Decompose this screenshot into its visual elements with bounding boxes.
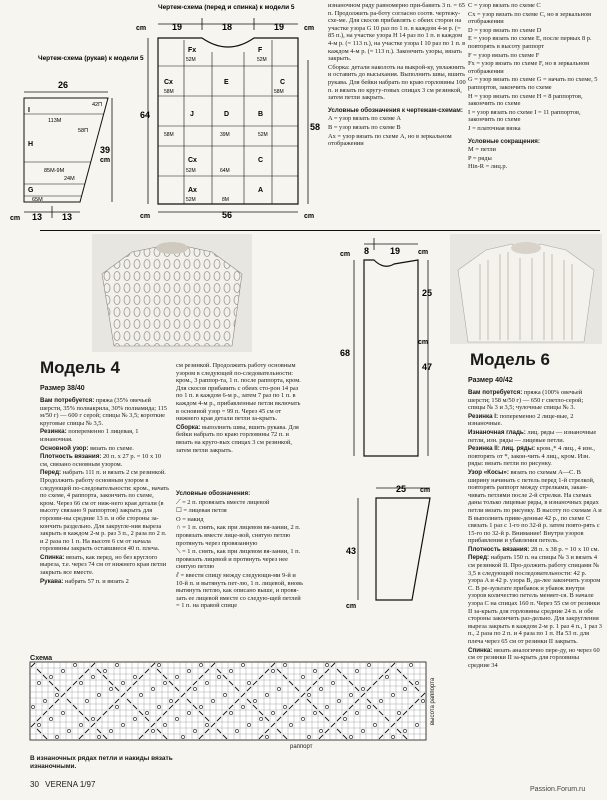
instruction-paragraph <box>40 428 170 443</box>
dimension-label: 64 <box>140 110 151 120</box>
paragraph-body: набрать 111 п. и вязать 2 см резинкой. Продолжить работу основным узором в следующей по-следовательности: кром., начать по схеме, 4 раппорта, закончить по схеме, кром. Через 66 см от ниж-него края детали (в высоту связано 9 раппортов) закрыть для горлови-ны средние 13 п. и обе стороны за-кончить раздельно. Для закругле-ния выреза закрыть в каждом 2-м р. раз 3 п., 2 раза по 2 п. и 2 раза по 1 п. На высоте 6 см от начала горловины закрыть оставшиеся 40 п. плеча. <box>40 469 170 553</box>
dimension-label: 47 <box>422 362 433 372</box>
dimension-label: 56 <box>222 210 233 220</box>
schema-zone-label: 39M <box>220 132 230 138</box>
legend-item: O = накид <box>176 515 204 523</box>
schema-zone-label: 64M <box>220 168 230 174</box>
paragraph-heading: Вам потребуется: <box>40 397 95 404</box>
dimension-label: cm <box>304 213 315 220</box>
paragraph-heading: Перед: <box>40 469 62 477</box>
model4-size: Размер 38/40 <box>40 385 85 392</box>
legend-item: B = узор вязать по схеме B <box>328 123 401 131</box>
schema-zone-label: B <box>258 111 264 118</box>
paragraph-heading: Основной узор: <box>40 444 89 452</box>
paragraph-body: пряжа (100% овечьей шерсти; 158 м/50 г) — 650 г светло-серой; спицы № 3 и 3,5; чулочные спицы № 3. <box>468 389 584 412</box>
paragraph-body: попеременно 2 лице-вые, 2 изнаночные. <box>468 412 574 428</box>
legend-item: Ax = узор вязать по схеме A, но в зеркальном отображении <box>328 132 452 148</box>
dimension-label: 18 <box>222 22 233 32</box>
instruction-paragraph <box>40 397 170 427</box>
schema-zone-label: 58M <box>164 89 174 95</box>
paragraph-heading: Узор «Косы»: <box>468 468 509 476</box>
top-col1-para: изнаночном ряду равномерно при-бавить 3 п. = 65 п. Продолжить ра-боту согласно соотв. чертежу-схе-ме. Для скосов прибавлять с обеих сторон на участке узора G 10 раз по 1 п. в каждом 4-м р. (= 85 п.), на участке узора H 14 раз по 1 п. в каждом 4-м р. (= 113 п.), на участке узора I 10 раз по 1 п. в каждом 4-м р. (= 113 п.). Закончить узоры, вязать закрыть. <box>328 2 466 63</box>
legend-item: F = узор вязать по схеме F <box>468 51 540 59</box>
paragraph-heading: Резинка I: <box>468 412 499 420</box>
model6-sweater-photo <box>450 234 602 344</box>
schema-zone-label: Fx <box>188 47 197 54</box>
dimension-label: cm <box>100 157 111 164</box>
paragraph-heading: Спинка: <box>40 553 65 561</box>
dimension-label: 13 <box>62 212 73 222</box>
paragraph-body: пряжа (35% овечьей шерсти, 35% полиакрила, 30% полиамида; 115 м/50 г) — 600 г серой; спицы № 3,5; короткие круговые спицы № 3,5. <box>40 397 167 427</box>
legend-item: J = платочная вязка <box>468 124 521 132</box>
schema-zone-label: 8M <box>222 197 229 203</box>
schema-zone-label: Cx <box>188 157 197 164</box>
schema-zone-label: F <box>258 47 263 54</box>
stitch-chart <box>30 662 428 744</box>
dimension-label: 68 <box>340 348 351 358</box>
legend-item: E = узор вязать по схеме E, после первых 8 р. повторять в высоту раппорт <box>468 35 592 50</box>
schema-zone-label: 52M <box>186 197 196 203</box>
chart-note: В изнаночных рядах петли и накиды вязать изнаночными. <box>30 755 173 770</box>
body-schema-title: Чертеж-схема (перед и спинка) к модели 5 <box>158 4 295 11</box>
schema-zone-label: H <box>28 141 34 148</box>
dimension-label: 25 <box>422 288 433 298</box>
legend-item: C = узор вязать по схеме C <box>468 2 541 9</box>
dimension-label: 39 <box>100 145 111 155</box>
dimension-label: 13 <box>32 212 43 222</box>
model6-size: Размер 40/42 <box>468 377 513 384</box>
dimension-label: 19 <box>390 246 401 256</box>
model4-sleeve-schema <box>322 478 440 612</box>
paragraph-body: вязать аналогично пере-ду, но через 60 см от резинки II за-крыть для горловины средние 34 <box>468 646 600 669</box>
chart-rapport-label: раппорт <box>290 744 313 750</box>
instruction-paragraph <box>468 647 602 670</box>
schema-zone-label: 52M <box>186 168 196 174</box>
schema-zone-label: 58M <box>274 89 284 95</box>
legend-item: G = узор вязать по схеме G = начать по схеме, 5 раппортов, закончить по схеме <box>468 76 598 91</box>
dimension-label: cm <box>418 249 429 256</box>
dimension-label: 25 <box>396 484 407 494</box>
schema-zone-label: D <box>224 111 230 118</box>
instruction-paragraph <box>468 389 602 412</box>
model4-legend <box>176 490 304 642</box>
paragraph-heading: Перед: <box>468 554 490 562</box>
schema-zone-label: Cx <box>164 79 173 86</box>
chart-title: Схема <box>30 653 53 662</box>
dimension-label: 26 <box>58 80 69 90</box>
instruction-paragraph <box>40 453 170 468</box>
page-number: 30 <box>30 780 39 789</box>
dimension-label: cm <box>418 339 429 346</box>
instruction-paragraph <box>40 445 170 453</box>
legend-title: Условные обозначения к чертежам-схемам: <box>328 106 463 114</box>
paragraph-heading: Резинка: <box>40 428 67 436</box>
dimension-label: cm <box>140 213 151 220</box>
abbr-item: Hin-R = лиц.р. <box>468 163 508 171</box>
dimension-label: 8 <box>364 246 370 256</box>
paragraph-heading: Плотность вязания: <box>468 545 530 553</box>
sleeve-schema-title: Чертеж-схема (рукав) к модели 5 <box>38 55 144 62</box>
dimension-label: 43 <box>346 546 357 556</box>
instruction-paragraph <box>176 424 304 454</box>
paragraph-body: 20 п. x 27 р. = 10 x 10 см, связано основным узором. <box>40 453 162 468</box>
paragraph-body: вязать по схемам A—C. В ширину начинать с петель перед 1-й стрелкой, повторять раппорт между стрелками, закан-чивать петлями после 2-й стрелки. На схемах даны только лицевые ряды, в изнаночных рядах петли вязать по рисунку. В высоту по схемам A и B выполнить приве-денные 42 р., по схеме C связать 1 раз с 1-го по 32-й р. затем повто-рять с 15-го по 32-й р. Внимание! Внутри узоров прибавления и убавления петель. <box>468 468 602 545</box>
chart-grid <box>30 662 426 740</box>
top-col1-para-b: Сборка: детали наколоть на выкрой-ку, увлажнить и оставить до высыхания. Выполнить швы, вшить рукава. Для бейки набрать по краю горловины 100 п. и вязать по кругу-говых спицах 3 см резинкой, затем петли закрыть. <box>328 63 466 102</box>
paragraph-body: вязать по схеме. <box>88 444 134 452</box>
legend-item: Fx = узор вязать по схеме F, но в зеркальном отображении <box>468 60 590 75</box>
legend-item: ⟍ = 1 п. снять, как при лицевом вя-зании, 1 п. провязать лицевой и протянуть через нее снятую петлю <box>176 548 301 571</box>
schema-zone-label: 58П <box>78 128 89 134</box>
paragraph-body: вязать, как перед, но без круглого выреза, т.е. через 74 см от нижнего края петли закрыть все вместе. <box>40 553 167 577</box>
schema-zone-label: 52M <box>258 132 268 138</box>
schema-zone-label: 24M <box>64 176 75 182</box>
paragraph-body: набрать 57 п. и вязать 2 <box>63 577 129 585</box>
dimension-label: cm <box>340 251 351 258</box>
legend-item: I = узор вязать по схеме I = 11 раппортов, закончить по схеме <box>468 108 581 124</box>
instruction-paragraph <box>176 362 304 423</box>
schema-zone-label: I <box>28 107 30 114</box>
legend-item: A = узор вязать по схеме A <box>328 115 402 123</box>
top-text-col1 <box>328 2 466 222</box>
instruction-paragraph <box>468 413 602 428</box>
legend-item: ⫽ = ввести спицу между следующи-ми 9-й и 10-й п. и вытянуть пет-лю, 1 п. лицевой, вновь вытянуть петлю, как описано выше, и провя-зать ее лицевой вместе со следую-щей петлей = 1 п. на правой спице <box>176 571 304 610</box>
paragraph-heading: Плотность вязания: <box>40 453 102 461</box>
instruction-paragraph <box>468 429 602 444</box>
abbr-item: P = ряды <box>468 154 492 162</box>
instruction-paragraph <box>468 546 602 554</box>
dimension-label: cm <box>304 25 315 32</box>
abbr-title: Условные сокращения: <box>468 137 540 145</box>
body-schema <box>118 0 328 222</box>
paragraph-heading: Вам потребуется: <box>468 389 523 396</box>
legend-item: ☐ = лицевая петля <box>176 507 227 515</box>
legend-item: H = узор вязать по схеме H = 8 раппортов, закончить по схеме <box>468 92 583 108</box>
schema-zone-label: Ax <box>188 187 197 194</box>
schema-zone-label: 113M <box>48 118 62 124</box>
dimension-label: cm <box>346 603 357 610</box>
model4-sweater-photo <box>92 234 252 352</box>
model4-pattern-schema <box>322 234 440 472</box>
abbr-item: M = петли <box>468 146 496 154</box>
dimension-label: cm <box>136 25 147 32</box>
schema-zone-label: 65M <box>32 197 43 203</box>
watermark: Passion.Forum.ru <box>530 786 586 793</box>
model6-title: Модель 6 <box>470 350 550 369</box>
model4-col1 <box>40 397 170 642</box>
paragraph-body: 28 п. x 38 р. = 10 x 10 см. <box>529 545 600 553</box>
schema-zone-label: C <box>280 79 286 86</box>
top-text-col2 <box>468 2 604 222</box>
model4-title: Модель 4 <box>40 358 120 377</box>
schema-zone-label: E <box>224 79 229 86</box>
instruction-paragraph <box>40 578 170 586</box>
instruction-paragraph <box>40 554 170 577</box>
dimension-label: cm <box>420 487 431 494</box>
dimension-label: 58 <box>310 122 321 132</box>
paragraph-body: кром.,* 4 лиц., 4 изн., повторять от *, закон-чить 4 лиц., кром. Изн. ряды: вязать петли по рисунку. <box>468 445 596 468</box>
model4-legend-title: Условные обозначения: <box>176 490 251 497</box>
paragraph-body: набрать 150 п. на спицы № 3 и вязать 4 см резинкой II. Про-должить работу спицами № 3,5 в следующей последовательности: 42 р. узора A и 42 р. узора B, да-лее закончить узором C. В ре-зультате прибавок и убавок внутри узоров количество петель меняет-ся. В начале узора C на спицах 160 п. Через 55 см от резинки II за-крыть для горловины средние 24 п. и обе стороны закончить раз-дельно. Для закругления выреза закрыть в каждом 2-м р. 1 раз 4 п., 1 раз 3 п., 2 раза по 2 п. и 4 раза по 1 п. На 53 п. для плеча через 65 см от резинки II закрыть. <box>468 554 602 645</box>
schema-zone-label: 85M-9M <box>44 168 65 174</box>
paragraph-heading: Изнаночная гладь: <box>468 428 526 436</box>
paragraph-body: лиц. ряды — изнаночные петли, изн. ряды — лицевые петли. <box>468 428 597 444</box>
legend-item: ⟋ = 2 п. провязать вместе лицевой <box>176 498 270 506</box>
magazine-name: VERENA 1/97 <box>45 780 96 789</box>
page-footer <box>30 780 95 789</box>
instruction-paragraph <box>468 469 602 545</box>
schema-zone-label: 52M <box>186 57 196 63</box>
paragraph-body: см резинкой. Продолжить работу основным узором в следующей по-следовательности: кром., 3 раппор-та, 1 п. после раппорта, кром. Для скосов прибавить с обеих сто-рон 14 раз по 1 п. в каждом 6-м р., затем 7 раз по 1 п. в каждом 4-м р., прибавленные петли включать в основной узор = 99 п. Через 45 см от нижнего края детали петли за-крыть. <box>176 362 301 423</box>
chart-side-label: высота раппорта <box>430 677 436 725</box>
instruction-paragraph <box>468 445 602 468</box>
paragraph-heading: Спинка: <box>468 646 493 654</box>
instruction-paragraph <box>468 554 602 645</box>
paragraph-heading: Рукава: <box>40 577 64 585</box>
legend-item: Cx = узор вязать по схеме C, но в зеркальном отображении <box>468 10 591 26</box>
section-divider <box>40 230 600 231</box>
dimension-label: cm <box>10 215 21 222</box>
schema-zone-label: 58M <box>164 132 174 138</box>
schema-zone-label: 42П <box>92 102 103 108</box>
dimension-label: 19 <box>172 22 183 32</box>
model4-col2 <box>176 362 304 487</box>
legend-item: D = узор вязать по схеме D <box>468 26 542 34</box>
instruction-paragraph <box>40 469 170 553</box>
dimension-label: 19 <box>274 22 285 32</box>
sleeve-schema <box>8 50 144 222</box>
paragraph-heading: Резинка II: лиц. ряды: <box>468 445 536 453</box>
legend-item: ∩ = 1 п. снять, как при лицевом вя-зании, 2 п. провязать вместе лице-вой, снятую петлю протянуть через провязанную <box>176 524 301 547</box>
schema-zone-label: C <box>258 157 264 164</box>
schema-zone-label: J <box>190 111 194 118</box>
paragraph-heading: Сборка: <box>176 423 201 431</box>
schema-zone-label: 52M <box>257 57 267 63</box>
schema-zone-label: A <box>258 187 264 194</box>
paragraph-body: выполнить швы, вшить рукава. Для бейки набрать по краю горловины 72 п. и вязать на круго-вых спицах 3 см резинкой, затем петли закрыть. <box>176 423 299 454</box>
schema-zone-label: G <box>28 187 34 194</box>
paragraph-body: попеременно 1 лицевая, 1 изнаночная. <box>40 428 139 443</box>
model6-text <box>468 389 602 781</box>
